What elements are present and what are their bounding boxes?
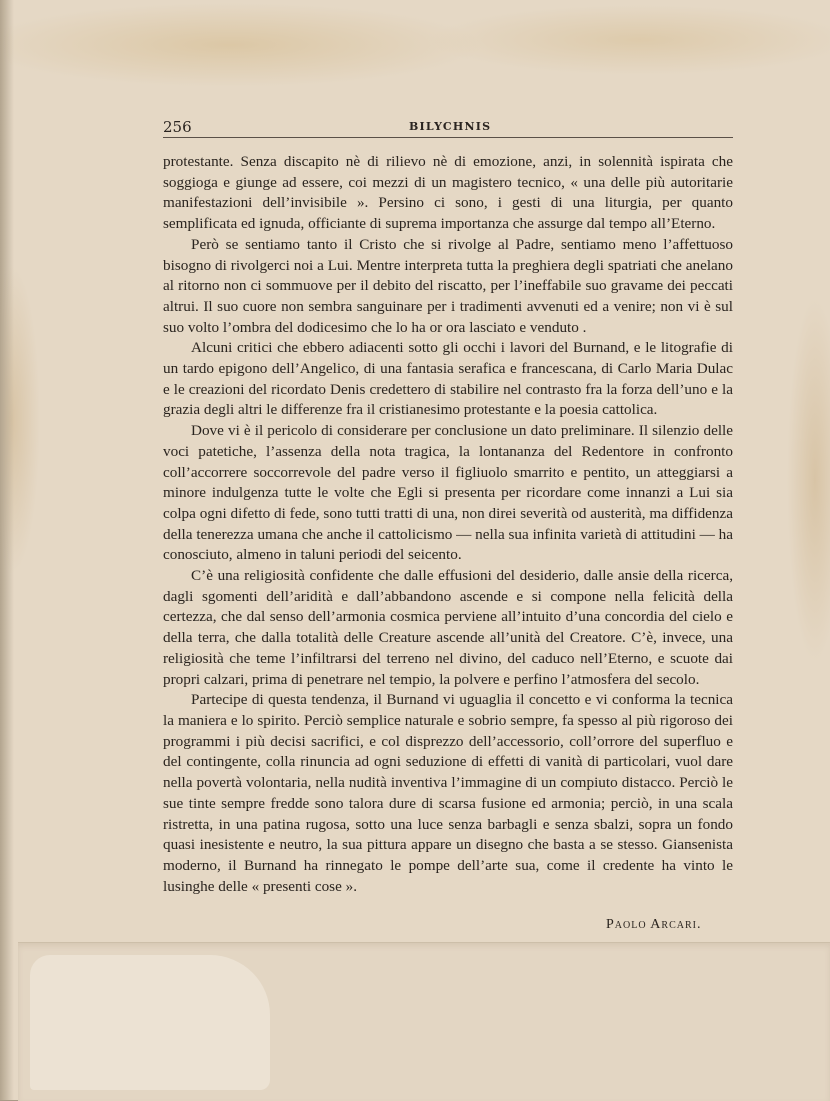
paragraph: Però se sentiamo tanto il Cristo che si rivolge al Padre, sentiamo meno l’affettuoso bisogno di rivolgerci noi a Lui. Mentre interpreta tutta la preghiera degli spatriati che anelano al ritorno non ci sommuove per il debito del riscatto, per l’ineffabile suo gravame dei peccati altrui. Il suo cuore non sembra sanguinare per i tradimenti avvenuti ed a venire; non vi è sul suo volto l’ombra del dodicesimo che lo ha or ora lasciato e venduto . xyxy=(163,235,733,336)
page-header xyxy=(163,116,733,140)
paragraph: Alcuni critici che ebbero adiacenti sotto gli occhi i lavori del Burnand, e le litografie di un tardo epigono dell’Angelico, di una fantasia serafica e francescana, di Carlo Maria Dulac e le creazioni del ricordato Denis credettero di stabilire nel contrasto fra la forza dell’uno e la grazia degli altri le differenze fra il cristianesimo protestante e la poesia cattolica. xyxy=(163,339,733,419)
torn-paper-patch xyxy=(30,955,270,1090)
body-text xyxy=(163,152,733,897)
paragraph: Dove vi è il pericolo di considerare per conclusione un dato preliminare. Il silenzio delle voci patetiche, l’assenza della nota tragica, la lontananza del Redentore in confronto coll’accorrere soccorrevole del padre verso il figliuolo smarrito e pentito, un atteggiarsi a minore indulgenza tutte le volte che Egli si presenta per ricordare come innanzi a Lui sia colpa ogni difetto di fede, sono tutti tratti di una, non direi severità od austerità, ma diffidenza della tenerezza umana che anche il cattolicismo — nella sua infinita varietà di attitudini — ha conosciuto, almeno in taluni periodi del seicento. xyxy=(163,422,733,564)
paragraph: C’è una religiosità confidente che dalle effusioni del desiderio, dalle ansie della ricerca, dagli sgomenti dell’aridità e dall’abbandono ascende e si compone nella felicità della certezza, che dal senso dell’armonia cosmica perviene all’intuito d’una concordia del cielo e della terra, che dalla totalità delle Creature ascende all’unità del Creatore. C’è, invece, una religiosità che teme l’infiltrarsi del terreno nel divino, del caduco nell’Eterno, e scuote dai propri calzari, prima di penetrare nel tempio, la polvere e perfino l’atmosfera del secolo. xyxy=(163,567,733,688)
paragraph: protestante. Senza discapito nè di rilievo nè di emozione, anzi, in solennità ispirata che soggioga e giunge ad essere, coi mezzi di un magistero tecnico, « una delle più autoritarie manifestazioni dell’invisibile ». Persino ci sono, i gesti di una liturgia, per quanto semplificata ed ignuda, officiante di suprema importanza che assurge dal tempo all’Eterno. xyxy=(163,153,733,233)
page-number: 256 xyxy=(163,118,192,136)
running-head: BILYCHNIS xyxy=(409,120,492,133)
paragraph: Partecipe di questa tendenza, il Burnand vi uguaglia il concetto e vi conforma la tecnica la maniera e lo spirito. Perciò semplice naturale e sobrio sempre, fa spesso al più rigoroso dei programmi i più decisi sacrifici, e col disprezzo dell’accessorio, coll’orrore del superfluo e del contingente, colla rinuncia ad ogni seduzione di effetti di vanità di particolari, vuol dare nella povertà volontaria, nella nudità inventiva l’immagine di un compiuto distacco. Perciò le sue tinte sempre fredde sono talora dure di scarsa fusione ed armonia; perciò, in una scala ristretta, in una patina rugosa, sotto una luce senza barbagli e senza sbalzi, sopra un fondo quasi inesistente e neutro, la sua pittura appare un disegno che basta a se stesso. Giansenista moderno, il Burnand ha rinnegato le pompe dell’arte sua, come il credente ha vinto le lusinghe delle « presenti cose ». xyxy=(163,691,733,895)
header-rule xyxy=(163,137,733,138)
author-signature: Paolo Arcari. xyxy=(606,917,702,932)
page-edge-shadow xyxy=(0,0,14,1100)
